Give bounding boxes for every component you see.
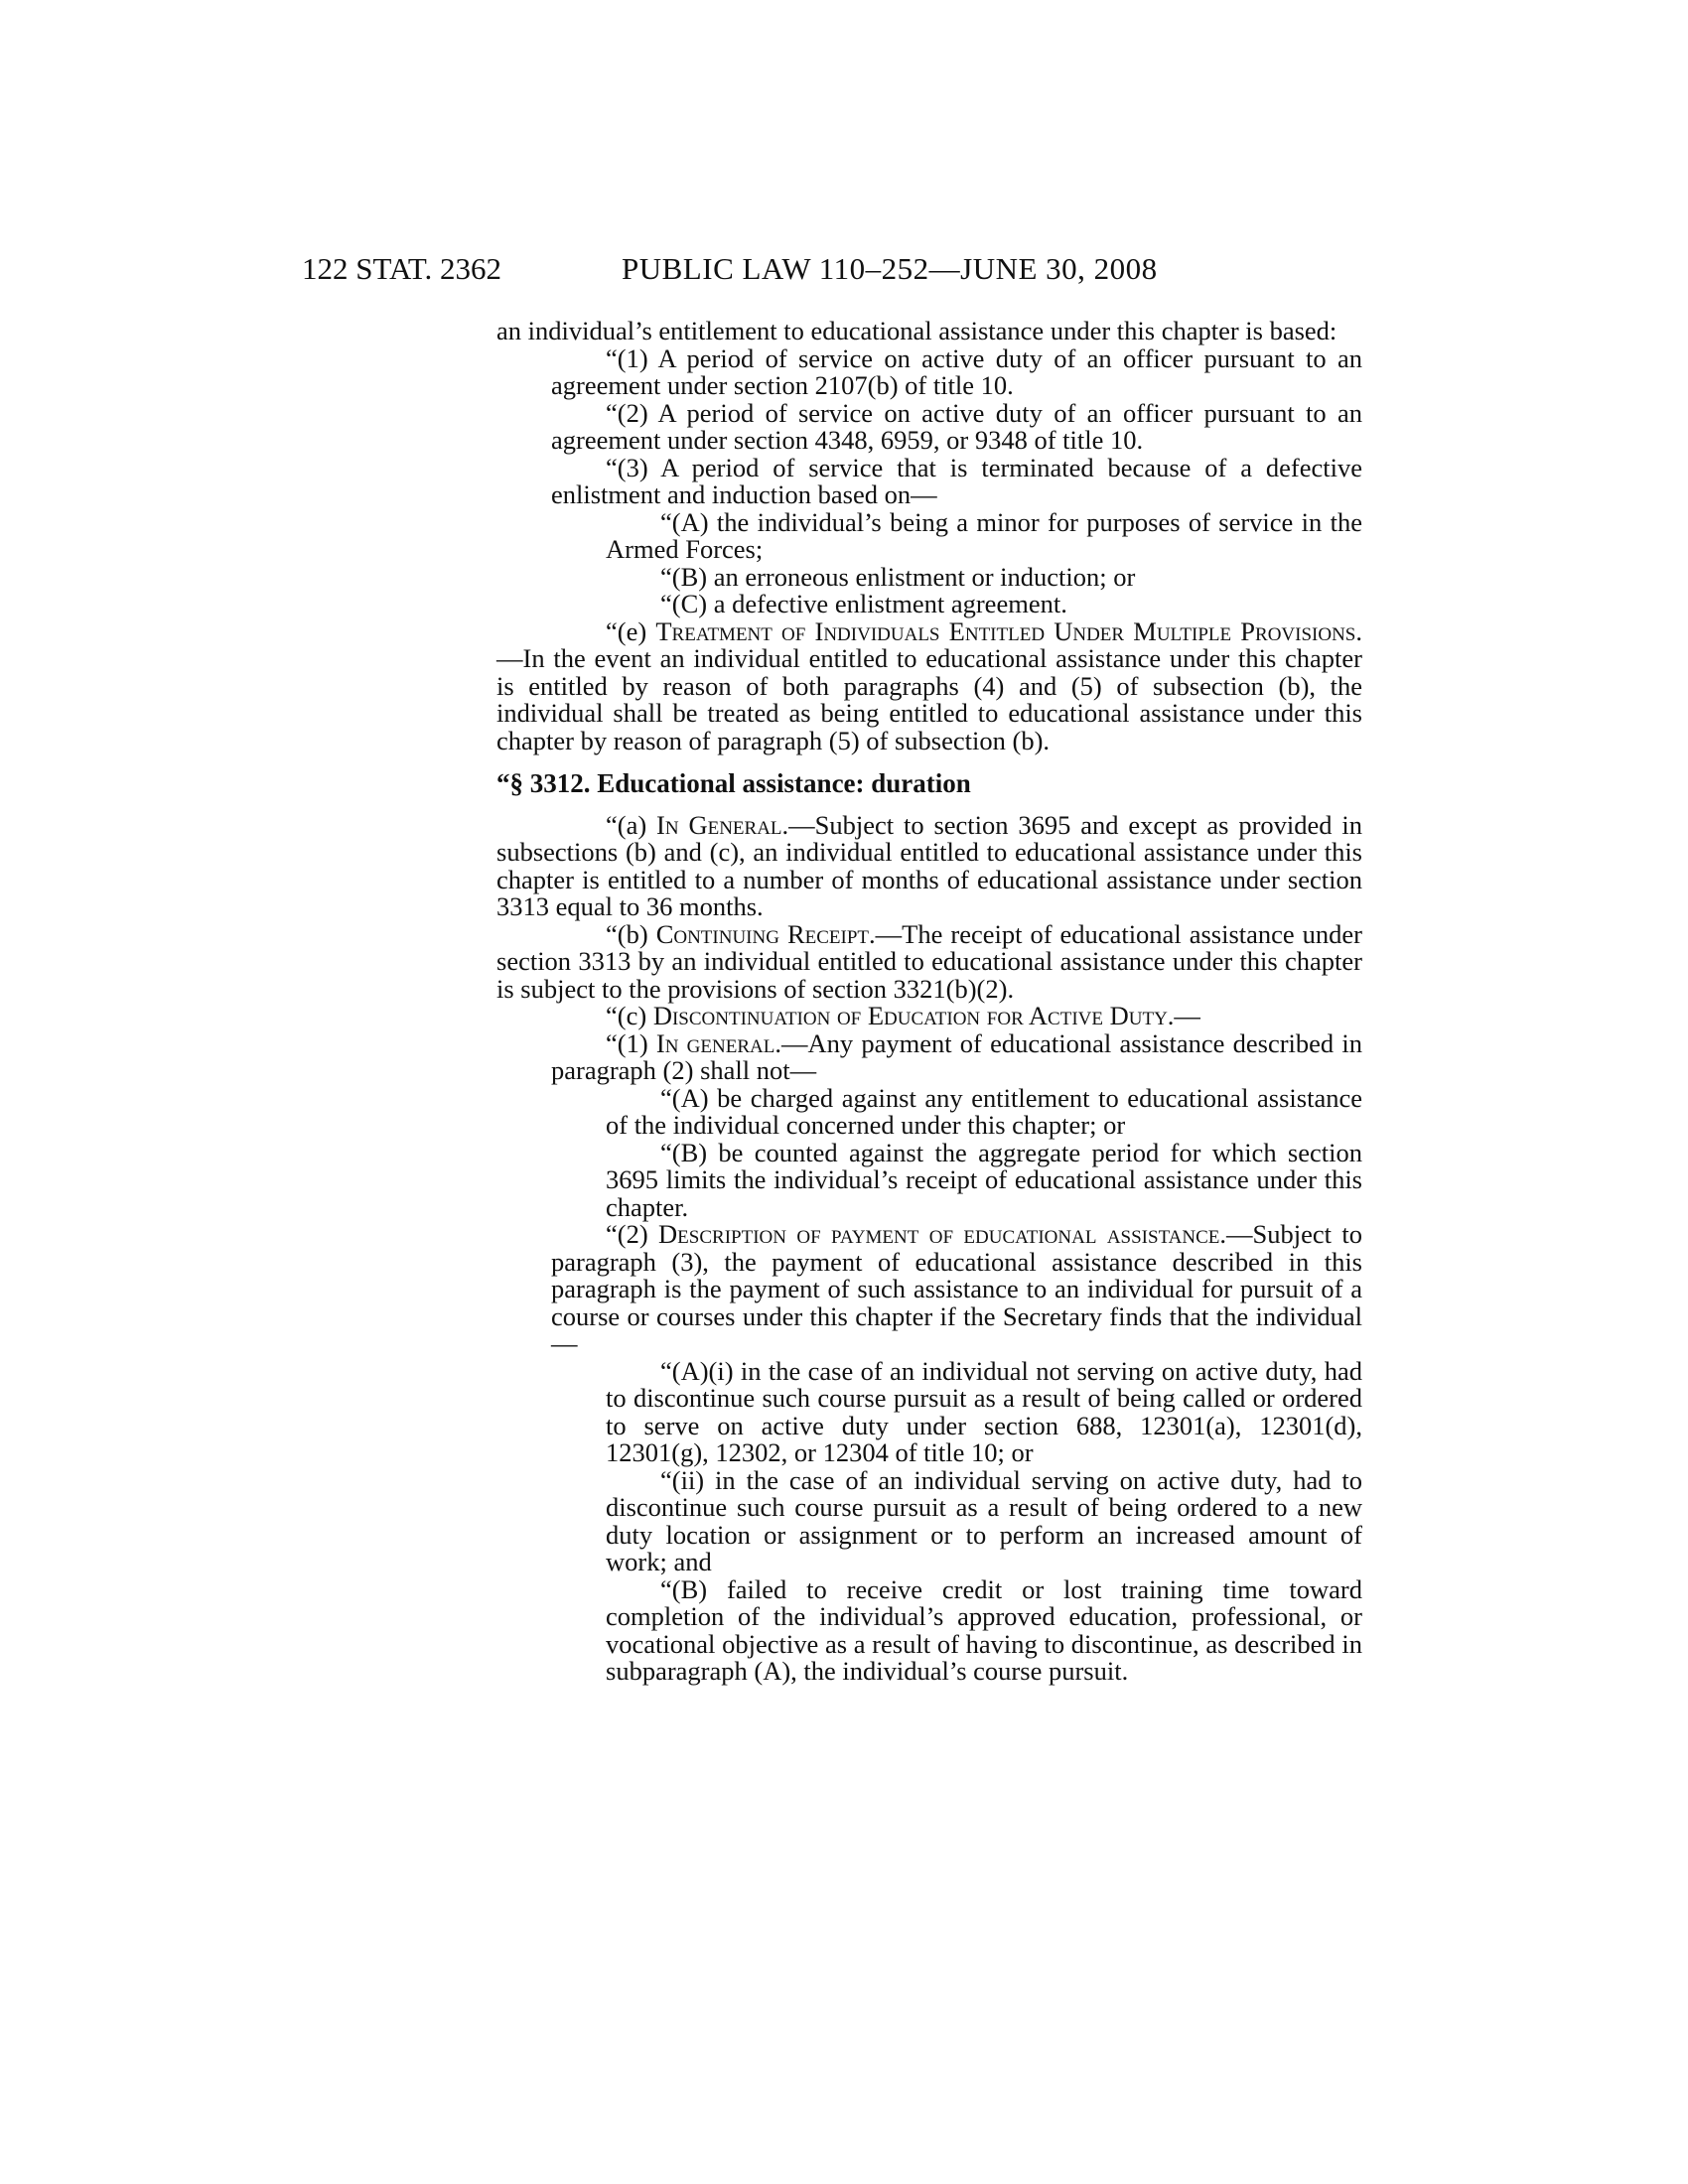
subsection-a-text: —Subject to section 3695 and except as provided in subsections (b) and (c), an individual entitled to educational assistance under this chapter is entitled to a number of months of educational assistance under section 3313 equal to 36 months. [496, 809, 1362, 921]
paragraph-c-1-text: —Any payment of educational assistance described in paragraph (2) shall not— [551, 1027, 1362, 1085]
paragraph-1: “(1) A period of service on active duty of an officer pursuant to an agreement under section 2107(b) of title 10. [551, 342, 1362, 400]
paragraph-c-2-text: —Subject to paragraph (3), the payment of educational assistance described in this paragraph is the payment of such assistance to an individual for pursuit of a course or courses under this chapter if the Secretary finds that the individual— [551, 1219, 1362, 1358]
subsection-c-text: — [1174, 1001, 1200, 1030]
subparagraph-c: “(C) a defective enlistment agreement. [660, 589, 1067, 618]
subsection-c [496, 1003, 1362, 1030]
paragraph-c-2-lead: “(2) [606, 1219, 659, 1249]
subsection-e-heading: Treatment of Individuals Entitled Under Multiple Provisions. [655, 615, 1362, 646]
subsection-a [496, 809, 1362, 921]
subsection-c-heading: Discontinuation of Education for Active Duty. [652, 1001, 1175, 1030]
statute-citation: 122 STAT. 2362 [302, 251, 502, 286]
subsection-e-lead: “(e) [606, 615, 656, 646]
subparagraph-c-2-b: “(B) failed to receive credit or lost training time toward completion of the individual’s approved education, professional, or vocational objective as a result of having to discontinue, as described in subparagraph (A), the individual’s course pursuit. [606, 1573, 1362, 1686]
subsection-b-lead: “(b) [606, 918, 656, 949]
subsection-e-text: —In the event an individual entitled to educational assistance under this chapter is entitled by reason of both paragraphs (4) and (5) of subsection (b), the individual shall be treated as being entitled to educational assistance under this chapter by reason of paragraph (5) of subsection (b). [496, 643, 1362, 755]
paragraph-c-1 [496, 1027, 1362, 1085]
clause-c-2-a-ii: “(ii) in the case of an individual serving on active duty, had to discontinue such course pursuit as a result of being ordered to a new duty location or assignment or to perform an increased amount of work; and [606, 1464, 1362, 1576]
subsection-b-heading: Continuing Receipt. [655, 918, 876, 949]
paragraph-c-2 [496, 1221, 1362, 1358]
subsection-c-lead: “(c) [606, 1001, 653, 1030]
paragraph-c-1-lead: “(1) [606, 1027, 656, 1058]
law-title: PUBLIC LAW 110–252—JUNE 30, 2008 [622, 251, 1158, 286]
subparagraph-c-1-b: “(B) be counted against the aggregate period for which section 3695 limits the individual’s receipt of educational assistance under this chapter. [606, 1137, 1362, 1222]
subparagraph-b: “(B) an erroneous enlistment or induction; or [660, 561, 1136, 592]
subsection-b [496, 918, 1363, 1004]
subsection-e [496, 615, 1362, 755]
subsection-a-heading: In General. [656, 809, 789, 840]
subparagraph-a: “(A) the individual’s being a minor for purposes of service in the Armed Forces; [606, 506, 1362, 564]
subsection-a-lead: “(a) [606, 809, 657, 840]
subsection-b-text: —The receipt of educational assistance under section 3313 by an individual entitled to educational assistance under this chapter is subject to the provisions of section 3321(b)(2). [496, 918, 1363, 1004]
paragraph-c-1-heading: In general. [655, 1027, 781, 1058]
subparagraph-c-2-a-i: “(A)(i) in the case of an individual not serving on active duty, had to discontinue such course pursuit as a result of being called or ordered to serve on active duty under section 688, 12301(a), 12301(d), 12301(g), 12302, or 12304 of title 10; or [606, 1355, 1362, 1467]
running-header [0, 251, 1688, 291]
paragraph-2: “(2) A period of service on active duty of an officer pursuant to an agreement under section 4348, 6959, or 9348 of title 10. [551, 397, 1362, 455]
paragraph-continuation: an individual’s entitlement to educational assistance under this chapter is based: [496, 316, 1337, 345]
paragraph-c-2-heading: Description of payment of educational assistance. [658, 1219, 1227, 1249]
section-heading: “§ 3312. Educational assistance: duration [496, 768, 971, 798]
subparagraph-c-1-a: “(A) be charged against any entitlement to educational assistance of the individual concerned under this chapter; or [606, 1082, 1362, 1140]
document-body [496, 318, 1362, 1686]
paragraph-3: “(3) A period of service that is terminated because of a defective enlistment and induction based on— [551, 452, 1362, 509]
